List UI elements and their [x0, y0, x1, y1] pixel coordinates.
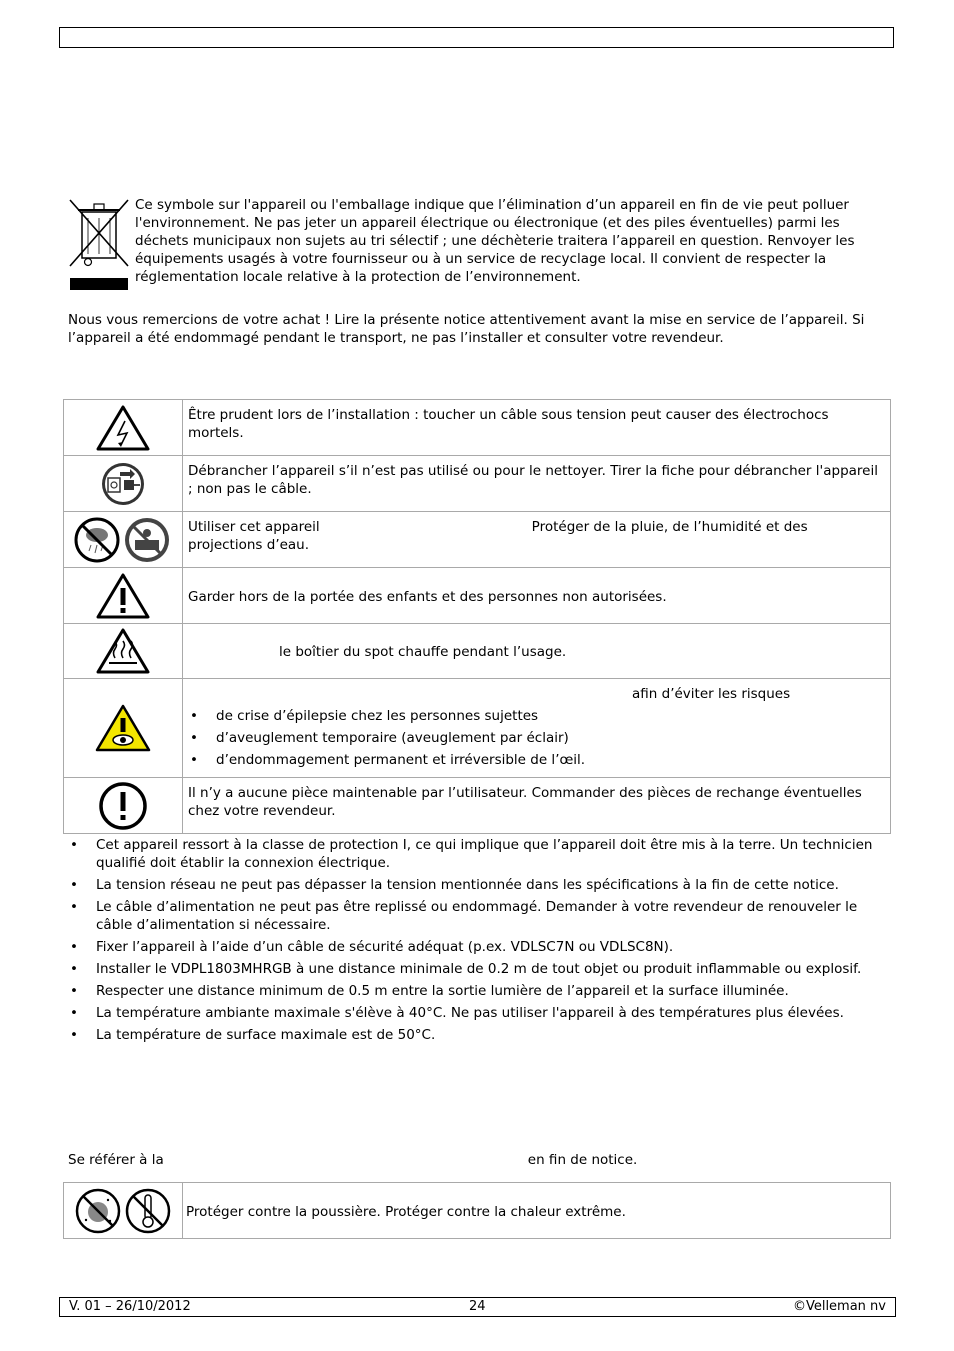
row-text: Protéger contre la poussière. Protéger contre la chaleur extrême.	[183, 1183, 891, 1239]
footer-page-number: 24	[469, 1299, 486, 1314]
unplug-icon	[64, 456, 183, 512]
refer-text-b: en fin de notice.	[527, 1152, 638, 1168]
footer-copyright: ©Velleman nv	[792, 1299, 886, 1314]
exclamation-circle-icon	[64, 778, 183, 834]
weee-crossed-bin-icon	[68, 198, 130, 293]
list-item: • Installer le VDPL1803MHRGB à une distance minimale de 0.2 m de tout objet ou produit inflammable ou explosif.	[68, 960, 894, 978]
list-item: • Fixer l’appareil à l’aide d’un câble de sécurité adéquat (p.ex. VDLSC7N ou VDLSC8N).	[68, 938, 894, 956]
row-text	[183, 679, 891, 778]
weee-disposal-notice: Ce symbole sur l'appareil ou l'emballage indique que l’élimination d’un appareil en fin de vie peut polluer l'environnement. Ne pas jeter un appareil électrique ou électronique (et des piles éventuelles) parmi les déchets municipaux non sujets au tri sélectif ; une déchèterie traitera l’appareil en question. Renvoyer les équipements usagés à votre fournisseur ou à un service de recyclage local. Il convient de respecter la réglementation locale relative à la protection de l’environnement.	[135, 197, 855, 285]
row-text	[183, 512, 891, 568]
row-intro-text: afin d’éviter les risques	[632, 686, 791, 702]
list-item: • La tension réseau ne peut pas dépasser la tension mentionnée dans les spécifications à la fin de cette notice.	[68, 876, 894, 894]
table-row	[64, 1183, 891, 1239]
list-item: • La température de surface maximale est de 50°C.	[68, 1026, 894, 1044]
table-row	[64, 568, 891, 624]
table-row	[64, 624, 891, 679]
refer-paragraph	[68, 1151, 894, 1169]
table-row	[64, 512, 891, 568]
text-part-b: Protéger de la pluie, de l’humidité et des projections d’eau.	[188, 519, 808, 553]
table-row	[64, 456, 891, 512]
eye-hazard-icon	[64, 679, 183, 778]
page-footer	[59, 1297, 896, 1317]
list-item: • Le câble d’alimentation ne peut pas être replissé ou endommagé. Demander à votre revendeur de renouveler le câble d’alimentation si nécessaire.	[68, 898, 894, 934]
guidelines-list	[68, 836, 894, 1048]
refer-text-a: Se référer à la	[68, 1152, 164, 1168]
electric-shock-warning-icon	[64, 400, 183, 456]
page-header-box	[59, 27, 894, 48]
intro-paragraph: Nous vous remercions de votre achat ! Lire la présente notice attentivement avant la mise en service de l’appareil. Si l’appareil a été endommagé pendant le transport, ne pas l’installer et consulter votre revendeur.	[68, 312, 865, 346]
list-item: • Respecter une distance minimum de 0.5 m entre la sortie lumière de l’appareil et la surface illuminée.	[68, 982, 894, 1000]
list-item: • Cet appareil ressort à la classe de protection I, ce qui implique que l’appareil doit être mis à la terre. Un technicien qualifié doit établir la connexion électrique.	[68, 836, 894, 872]
no-rain-no-water-icon	[64, 512, 183, 568]
row-text: Il n’y a aucune pièce maintenable par l’utilisateur. Commander des pièces de rechange éventuelles chez votre revendeur.	[183, 778, 891, 834]
hot-surface-icon	[64, 624, 183, 679]
footer-version: V. 01 – 26/10/2012	[69, 1299, 191, 1314]
environment-table	[63, 1182, 891, 1239]
general-warning-icon	[64, 568, 183, 624]
text-part-a: Utiliser cet appareil	[188, 519, 320, 535]
list-item: • de crise d’épilepsie chez les personnes sujettes	[188, 707, 885, 725]
row-text: le boîtier du spot chauffe pendant l’usage.	[183, 624, 891, 679]
list-item: • d’aveuglement temporaire (aveuglement par éclair)	[188, 729, 885, 747]
row-text: Débrancher l’appareil s’il n’est pas utilisé ou pour le nettoyer. Tirer la fiche pour débrancher l'appareil ; non pas le câble.	[183, 456, 891, 512]
table-row	[64, 679, 891, 778]
list-item: • La température ambiante maximale s'élève à 40°C. Ne pas utiliser l'appareil à des températures plus élevées.	[68, 1004, 894, 1022]
table-row	[64, 778, 891, 834]
row-text: Garder hors de la portée des enfants et des personnes non autorisées.	[183, 568, 891, 624]
table-row	[64, 400, 891, 456]
no-dust-no-heat-icon	[64, 1183, 183, 1239]
list-item: • d’endommagement permanent et irréversible de l’œil.	[188, 751, 885, 769]
row-text: Être prudent lors de l’installation : toucher un câble sous tension peut causer des électrochocs mortels.	[183, 400, 891, 456]
safety-instructions-table	[63, 399, 891, 834]
risk-list	[188, 707, 885, 769]
